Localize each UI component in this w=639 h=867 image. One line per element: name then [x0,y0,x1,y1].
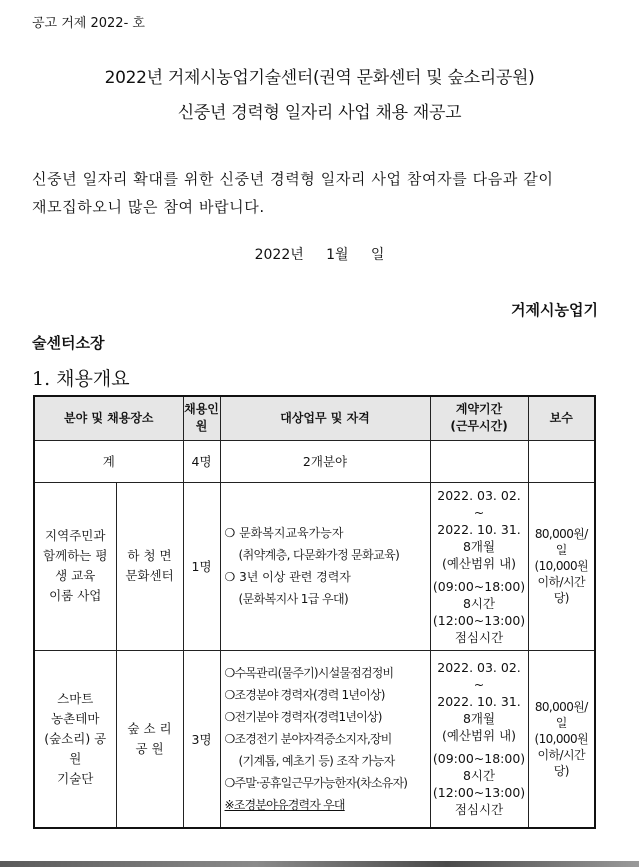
period-cell [430,482,528,650]
cell-line: 2022. 10. 31. [437,521,521,537]
cell-line: ~ [473,504,485,520]
intro-line-2: 재모집하오니 많은 참여 바랍니다. [32,198,265,216]
bottom-scroll-strip [0,861,639,867]
duty-cell [220,650,430,828]
cell-line: 8개월 [462,538,496,554]
recruitment-table [33,395,596,829]
cell-line: 80,000원/ [534,527,588,541]
document-number: 공고 거제 2022- 호 [32,16,145,31]
cell-line: 8시간 [462,595,496,611]
duty-item: ❍조경전기 분야자격증소지자,장비 [224,731,392,746]
cell-line: (09:00~18:00) [432,578,526,594]
header-period [430,396,528,440]
total-count: 4명 [183,440,220,482]
table-header-row [34,396,595,440]
header-pay: 보수 [528,396,595,440]
count-cell: 3명 [183,650,220,828]
cell-line: 지역주민과 [45,528,106,543]
cell-line: 생 교육 [55,568,96,583]
header-period-line-2: (근무시간) [450,419,508,434]
period-cell [430,650,528,828]
field-cell [34,650,116,828]
place-cell [116,482,183,650]
duty-item: ※조경분야유경력자 우대 [224,797,345,812]
cell-line: 2022. 03. 02. [437,487,521,503]
issuer-line-2: 술센터소장 [32,334,105,352]
cell-line: (예산범위 내) [441,555,517,571]
cell-line: 공 원 [135,740,164,756]
cell-line: ~ [473,677,485,693]
cell-line: 문화센터 [125,568,174,583]
cell-line: 함께하는 평 [43,548,108,563]
cell-line: 2022. 03. 02. [437,660,521,676]
intro-line-1: 신중년 일자리 확대를 위한 신중년 경력형 일자리 사업 참여자를 다음과 같이 [32,170,554,188]
announcement-date: 2022년 1월 일 [254,247,385,263]
duty-cell [220,482,430,650]
cell-line: 원 [69,750,82,766]
section-title: 1. 채용개요 [32,368,130,390]
cell-line: 일 [555,715,567,730]
total-row [34,440,595,482]
cell-line: 하 청 면 [127,548,172,563]
cell-line: 이하/시간 [537,575,585,589]
cell-line: 점심시간 [454,802,504,818]
table-row [34,482,595,650]
cell-line: 기술단 [57,770,94,786]
header-count [183,396,220,440]
header-count-line-2: 원 [195,419,208,434]
total-pay [528,440,595,482]
total-label: 계 [34,440,183,482]
duty-item: ❍조경분야 경력자(경력 1년이상) [224,687,385,702]
duty-detail: (취약계층, 다문화가정 문화교육) [238,548,400,562]
header-duty: 대상업무 및 자격 [220,396,430,440]
cell-line: (10,000원 [534,559,588,573]
cell-line: (예산범위 내) [441,728,517,744]
field-cell [34,482,116,650]
header-count-line-1: 채용인 [184,402,219,417]
count-cell: 1명 [183,482,220,650]
cell-line: 이하/시간 [537,747,585,762]
cell-line: 8시간 [462,768,496,784]
cell-line: 당) [553,591,569,605]
duty-item: ❍전기분야 경력자(경력1년이상) [224,709,382,724]
header-field: 분야 및 채용장소 [34,396,183,440]
cell-line: 80,000원/ [534,699,588,714]
pay-cell [528,650,595,828]
duty-detail: (문화복지사 1급 우대) [238,592,349,606]
issuer-line-1: 거제시농업기 [511,301,598,319]
table-row [34,650,595,828]
duty-item: ❍ 문화복지교육가능자 [224,526,344,540]
cell-line: 농촌테마 [51,710,100,726]
cell-line: 점심시간 [454,629,504,645]
cell-line: 일 [555,543,567,557]
cell-line: (09:00~18:00) [432,751,526,767]
cell-line: 2022. 10. 31. [437,694,521,710]
duty-item: ❍수목관리(물주기)시설물점검정비 [224,665,394,680]
place-cell [116,650,183,828]
title-line-2: 신중년 경력형 일자리 사업 채용 재공고 [177,103,462,123]
title-line-1: 2022년 거제시농업기술센터(권역 문화센터 및 숲소리공원) [104,68,535,88]
total-duty: 2개분야 [220,440,430,482]
cell-line: 8개월 [462,711,496,727]
cell-line: (10,000원 [534,731,588,746]
total-period [430,440,528,482]
cell-line: (12:00~13:00) [432,612,526,628]
header-period-line-1: 계약기간 [455,402,503,417]
duty-item: ❍주말·공휴일근무가능한자(차소유자) [224,775,408,790]
duty-item: ❍ 3년 이상 관련 경력자 [224,570,351,584]
intro-paragraph [32,165,606,221]
cell-line: 스마트 [57,690,94,706]
cell-line: 숲 소 리 [127,720,172,736]
cell-line: 이룸 사업 [49,588,102,603]
cell-line: (12:00~13:00) [432,785,526,801]
cell-line: (숲소리) 공 [44,730,107,746]
duty-detail: (기계톱, 예초기 등) 조작 가능자 [238,753,395,768]
cell-line: 당) [553,763,569,778]
pay-cell [528,482,595,650]
